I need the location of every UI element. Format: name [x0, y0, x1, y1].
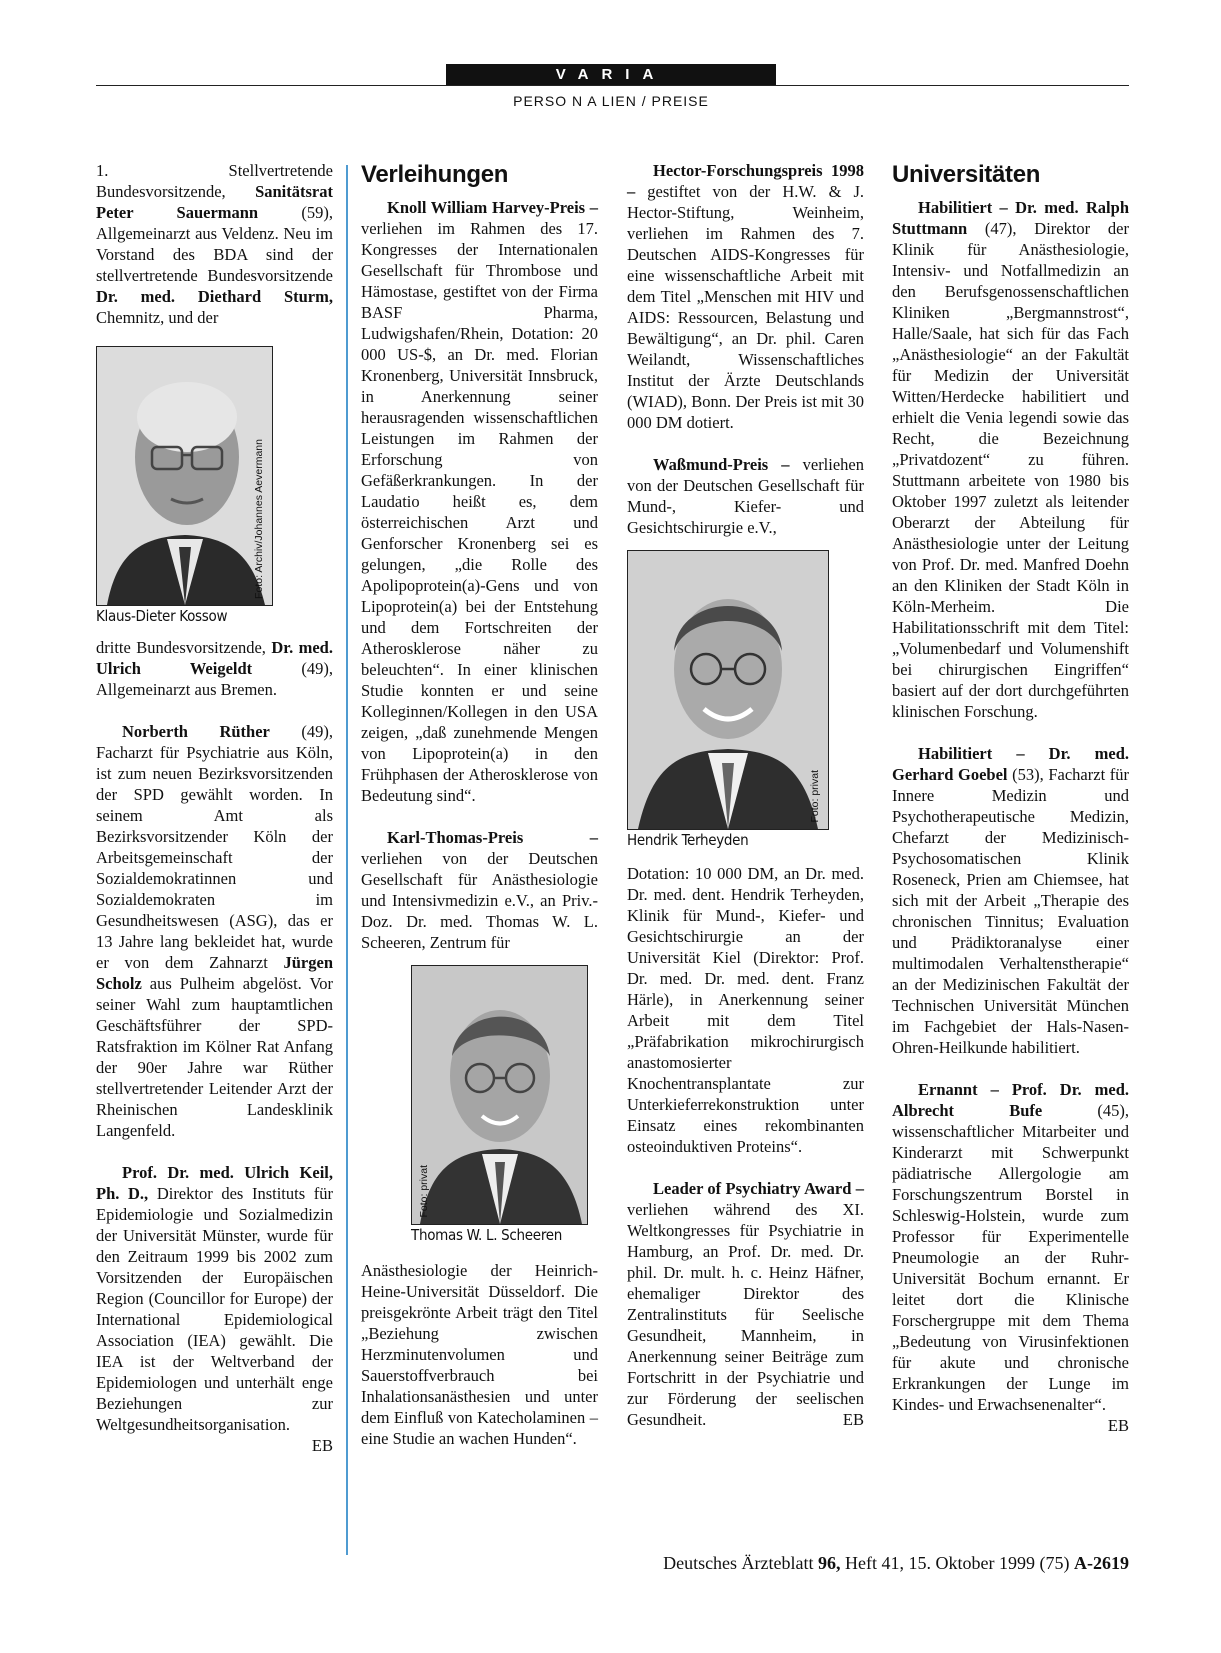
- section-heading-universitaeten: Universitäten: [892, 161, 1041, 188]
- portrait-image: [97, 347, 272, 605]
- page-number: A-2619: [1074, 1553, 1129, 1573]
- photo-scheeren: [411, 965, 588, 1225]
- author-initials: EB: [311, 1436, 333, 1455]
- column-2: [361, 160, 598, 1449]
- paragraph-psychiatry-award: Leader of Psychiatry Award – verliehen während des XI. Weltkongresses für Psychiatrie in Hamburg, an Prof. Dr. med. Dr. phil. Dr. mult. h. c. Heinz Häfner, ehemaliger Direktor des Zentralinstituts für Seelische Gesundheit, Mannheim, in Anerkennung seiner Beiträge zum Fortschritt in der Psychiatrie und zur Förderung der seelischen Gesundheit. EB: [627, 1179, 864, 1429]
- paragraph-weigeldt: dritte Bundesvorsitzende, Dr. med. Ulrich Weigeldt (49), Allgemeinarzt aus Bremen.: [96, 638, 333, 699]
- paragraph-hector-preis: Hector-Forschungspreis 1998 – gestiftet von der H.W. & J. Hector-Stiftung, Weinheim, verliehen im Rahmen des 7. Deutschen AIDS-Kongresses für eine wissenschaftliche Arbeit mit dem Titel „Menschen mit HIV und AIDS: Ressourcen, Belastung und Bewältigung“, an Dr. phil. Caren Weilandt, Wissenschaftliches Institut der Ärzte Deutschlands (WIAD), Bonn. Der Preis ist mit 30 000 DM dotiert.: [627, 161, 864, 432]
- paragraph-scheeren-work: Anästhesiologie der Heinrich-Heine-Universität Düsseldorf. Die preisgekrönte Arbeit trägt den Titel „Beziehung zwischen Herzminutenvolumen und Sauerstoffverbrauch bei Inhalationsanästhesien und unter dem Einfluß von Katecholaminen – eine Studie an wachen Hunden“.: [361, 1261, 598, 1448]
- column-divider: [346, 165, 348, 1555]
- subsection-title: PERSO N A LIEN / PREISE: [513, 93, 709, 109]
- paragraph-keil: Prof. Dr. med. Ulrich Keil, Ph. D., Direktor des Instituts für Epidemiologie und Sozialmedizin der Universität Münster, wurde für den Zeitraum 1999 bis 2002 zum Vorsitzenden der Europäischen Region (Councillor for Europe) der International Epidemiological Association (IEA) gewählt. Die IEA ist der Weltverband der Epidemiologen und unterhält enge Beziehungen zur Weltgesundheitsorganisation. EB: [96, 1163, 334, 1455]
- paragraph-terheyden-work: Dotation: 10 000 DM, an Dr. med. Dr. med. dent. Hendrik Terheyden, Klinik für Mund-, Kiefer- und Gesichtschirurgie an der Universität Kiel (Direktor: Prof. Dr. med. Dr. med. dent. Franz Härle), in Anerkennung seiner Arbeit mit dem Titel „Präfabrikation mikrochirurgisch anastomosierter Knochentransplantate zur Unterkieferrekonstruktion unter Einsatz eines rekombinanten osteoinduktiven Proteins“.: [627, 864, 864, 1156]
- paragraph-harvey-preis: Knoll William Harvey-Preis – verliehen im Rahmen des 17. Kongresses der Internationalen Gesellschaft für Thrombose und Hämostase, gestiftet von der Firma BASF Pharma, Ludwigshafen/Rhein, Dotation: 20 000 US-$, an Dr. med. Florian Kronenberg, Universität Innsbruck, in Anerkennung seiner herausragenden wissenschaftlichen Leistungen im Rahmen der Erforschung von Gefäßerkrankungen. In der Laudatio heißt es, dem österreichischen Arzt und Genforscher Kronenberg sei es gelungen, „die Rolle des Apolipoprotein(a)-Gens und von Lipoprotein(a) bei der Entstehung und dem Fortschreiten der Atherosklerose näher zu beleuchten“. In einer klinischen Studie konnten er und seine Kolleginnen/Kollegen in den USA zeigen, „daß zunehmende Mengen von Lipoprotein(a) in den Frühphasen der Atherosklerose von Bedeutung sind“.: [361, 198, 598, 805]
- author-initials: EB: [842, 1410, 864, 1429]
- portrait-image: [412, 966, 587, 1224]
- paragraph-bda: 1. Stellvertretende Bundesvorsitzende, Sanitätsrat Peter Sauermann (59), Allgemeinarzt aus Veldenz. Neu im Vorstand des BDA sind der stellvertretende Bundesvorsitzende Dr. med. Diethard Sturm, Chemnitz, und der: [96, 161, 333, 327]
- column-1: [96, 160, 333, 1456]
- paragraph-karl-thomas-preis: Karl-Thomas-Preis – verliehen von der Deutschen Gesellschaft für Anästhesiologie und Intensivmedizin e.V., an Priv.-Doz. Dr. med. Thomas W. L. Scheeren, Zentrum für: [361, 828, 598, 952]
- photo-credit: Foto: Archiv/Johannes Aevermann: [253, 439, 265, 599]
- column-4: [892, 160, 1129, 1436]
- photo-credit: Foto: privat: [418, 1165, 430, 1218]
- photo-caption: Hendrik Terheyden: [627, 831, 749, 849]
- portrait-image: [628, 551, 828, 829]
- author-initials: EB: [1107, 1416, 1129, 1435]
- paragraph-ruether: Norberth Rüther (49), Facharzt für Psychiatrie aus Köln, ist zum neuen Bezirksvorsitzenden der SPD gewählt worden. In seinem Amt als Bezirksvorsitzender Köln der Arbeitsgemeinschaft der Sozialdemokratinnen und Sozialdemokraten im Gesundheitswesen (ASG), das er 13 Jahre lang bekleidet hat, wurde er von dem Zahnarzt Jürgen Scholz aus Pulheim abgelöst. Vor seiner Wahl zum hauptamtlichen Geschäftsführer der SPD-Ratsfraktion im Kölner Rat Anfang der 90er Jahre war Rüther stellvertretender Leitender Arzt der Rheinischen Landesklinik Langenfeld.: [96, 722, 333, 1140]
- column-3: [627, 160, 864, 1430]
- photo-caption: Klaus-Dieter Kossow: [96, 607, 228, 625]
- section-banner: VARIA: [446, 64, 776, 86]
- page-footer: Deutsches Ärzteblatt 96, Heft 41, 15. Oktober 1999 (75) A-2619: [663, 1553, 1129, 1573]
- header-rule: [96, 85, 1129, 86]
- photo-terheyden: [627, 550, 829, 830]
- paragraph-goebel: Habilitiert – Dr. med. Gerhard Goebel (53), Facharzt für Innere Medizin und Psychotherapeutische Medizin, Chefarzt der Medizinisch-Psychosomatischen Klinik Roseneck, Prien am Chiemsee, hat sich mit der Arbeit „Therapie des chronischen Tinnitus; Evaluation und Prädiktoranalyse einer multimodalen Verhaltenstherapie“ an der Medizinischen Fakultät der Technischen Universität München im Fachgebiet der Hals-Nasen-Ohren-Heilkunde habilitiert.: [892, 744, 1129, 1057]
- paragraph-stuttmann: Habilitiert – Dr. med. Ralph Stuttmann (47), Direktor der Klinik für Anästhesiologie, Intensiv- und Notfallmedizin an den Berufsgenossenschaftlichen Kliniken „Bergmannstrost“, Halle/Saale, hat sich für das Fach „Anästhesiologie“ an der Fakultät für Medizin der Universität Witten/Herdecke habilitiert und erhielt die Venia legendi sowie das Recht, die Bezeichnung „Privatdozent“ zu führen. Stuttmann arbeitete von 1980 bis Oktober 1997 zuletzt als leitender Oberarzt der Abteilung für Anästhesiologie unter der Leitung von Prof. Dr. med. Manfred Doehn an den Kliniken der Stadt Köln in Köln-Merheim. Die Habilitationsschrift mit dem Titel: „Volumenbedarf und Volumenshift bei chirurgischen Eingriffen“ basiert auf der dort durchgeführten klinischen Forschung.: [892, 198, 1129, 721]
- photo-caption: Thomas W. L. Scheeren: [411, 1226, 562, 1244]
- photo-credit: Foto: privat: [809, 770, 821, 823]
- paragraph-wassmund-preis: Waßmund-Preis – verliehen von der Deutschen Gesellschaft für Mund-, Kiefer- und Gesichtschirurgie e.V.,: [627, 455, 865, 537]
- paragraph-bufe: Ernannt – Prof. Dr. med. Albrecht Bufe (45), wissenschaftlicher Mitarbeiter und Kinderarzt mit Schwerpunkt pädiatrische Allergologie am Forschungszentrum Borstel in Schleswig-Holstein, wurde zum Professor für Experimentelle Pneumologie an der Ruhr-Universität Bochum ernannt. Er leitet dort die Klinische Forschergruppe mit dem Thema „Bedeutung von Virusinfektionen für akute und chronische Erkrankungen der Lunge im Kindes- und Erwachsenenalter“. EB: [892, 1080, 1129, 1435]
- section-heading-verleihungen: Verleihungen: [361, 161, 509, 188]
- photo-kossow: [96, 346, 273, 606]
